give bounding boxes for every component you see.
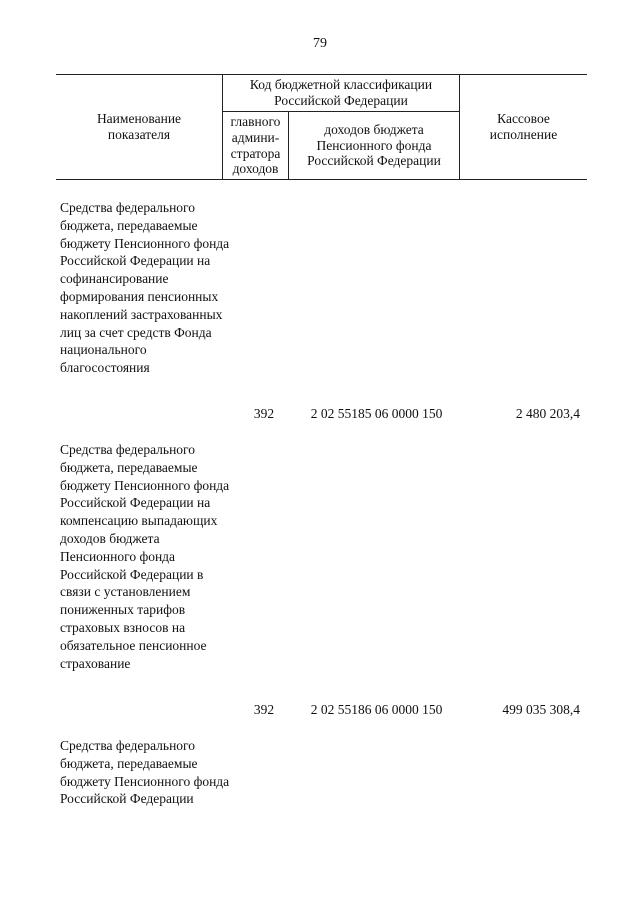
header-admin-col: главного админи-стратора доходов: [230, 113, 281, 177]
page-number: 79: [313, 36, 327, 51]
row-admin-code: 392: [253, 702, 275, 717]
table-row: [56, 441, 587, 721]
row-amount: 499 035 308,4: [502, 702, 580, 717]
header-code-group: Код бюджетной классификации Российской Федерации: [249, 77, 433, 108]
row-revenue-code: 2 02 55185 06 0000 150: [310, 406, 443, 421]
row-revenue-code: 2 02 55186 06 0000 150: [310, 702, 443, 717]
row-amount: 2 480 203,4: [515, 406, 580, 421]
table-row: [56, 737, 587, 827]
header-amount-col: Кассовое исполнение: [489, 111, 558, 142]
table-row: [56, 199, 587, 429]
row-admin-code: 392: [253, 406, 275, 421]
header-revenue-col: доходов бюджета Пенсионного фонда Российской Федерации: [307, 121, 441, 169]
row-name: Средства федерального бюджета, передаваемые бюджету Пенсионного фонда Российской Федерации на компенсацию выпадающих доходов бюджета Пенсионного фонда Российской Федерации в связи с установлением пониженных тарифов страховых взносов на обязательное пенсионное страхование: [60, 442, 230, 671]
row-name: Средства федерального бюджета, передаваемые бюджету Пенсионного фонда Российской Федерации: [60, 738, 230, 807]
row-name: Средства федерального бюджета, передаваемые бюджету Пенсионного фонда Российской Федерации на софинансирование формирования пенсионных накоплений застрахованных лиц за счет средств Фонда национального благосостояния: [60, 200, 230, 376]
table-header: [56, 74, 587, 180]
header-name-col: Наименование показателя: [96, 111, 182, 142]
